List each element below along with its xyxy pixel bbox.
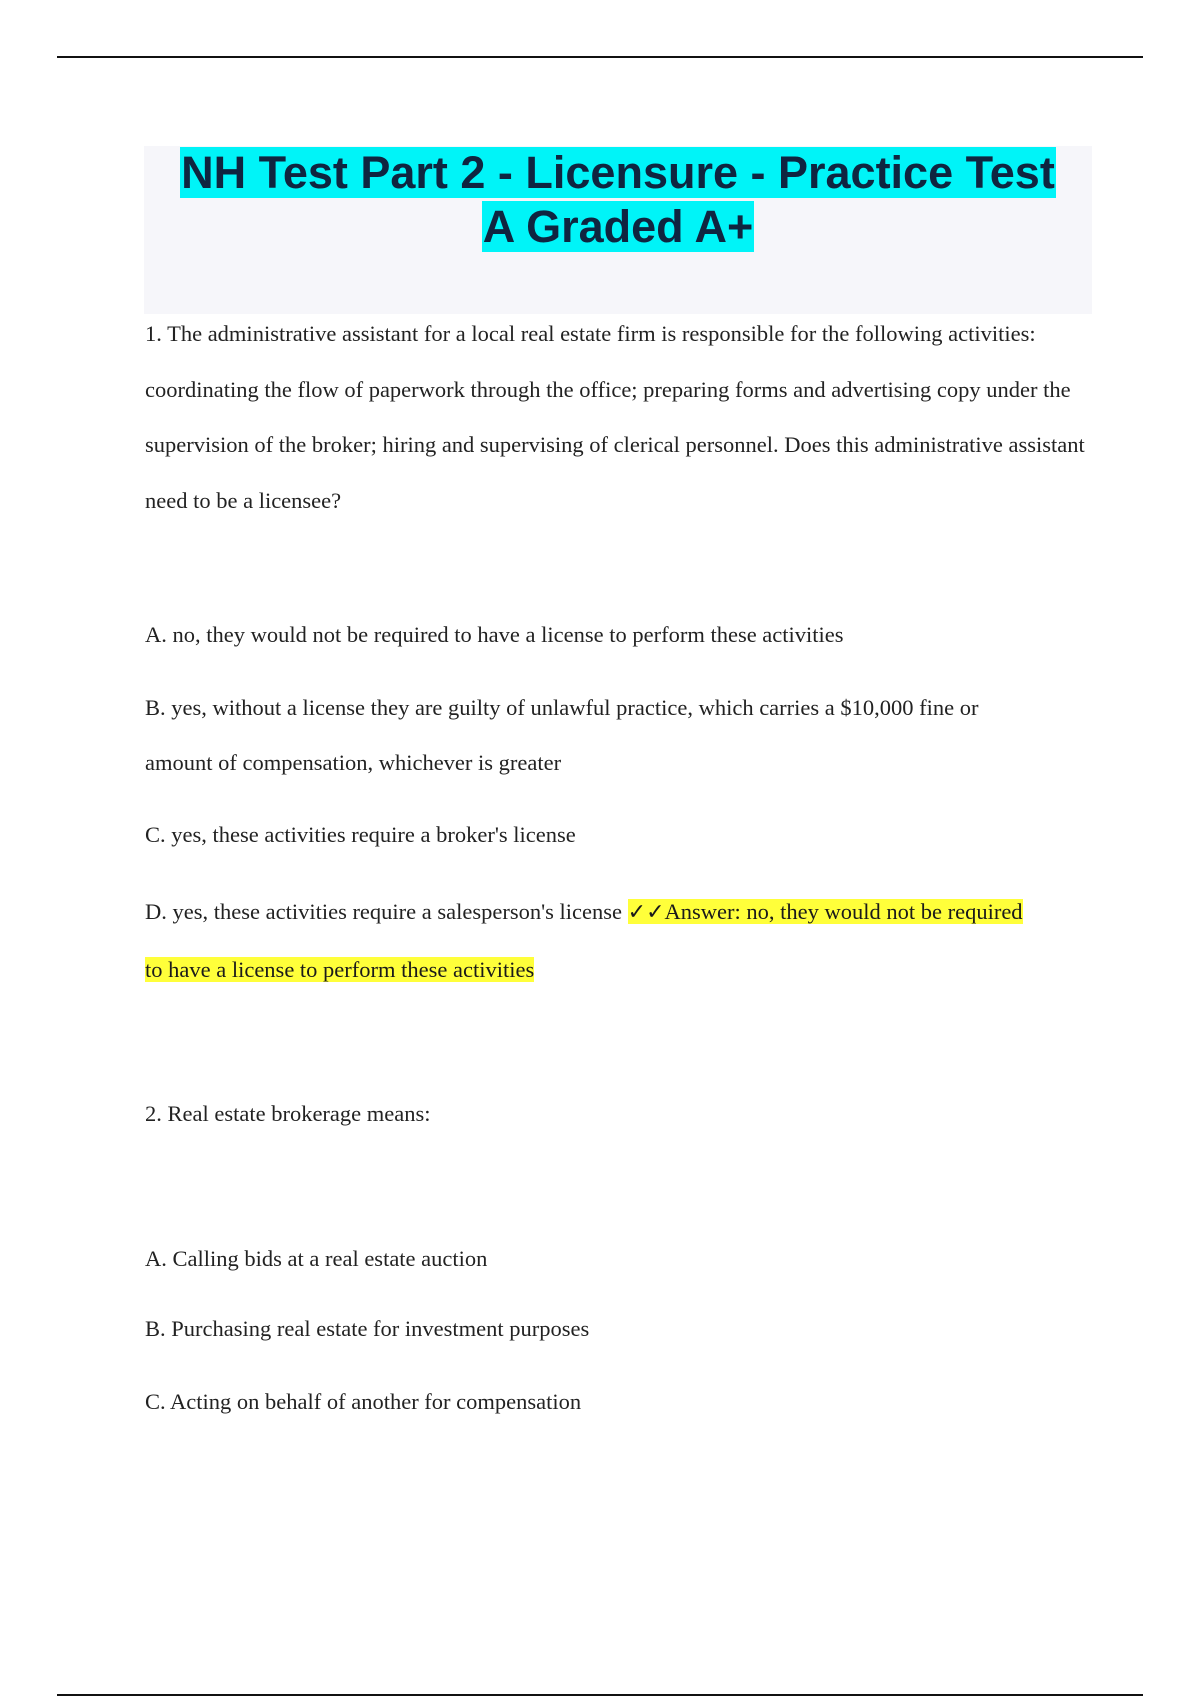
question-1-answer-highlight bbox=[628, 899, 1023, 924]
question-2-option-c: C. Acting on behalf of another for compensation bbox=[145, 1389, 582, 1414]
title-line-2 bbox=[144, 200, 1092, 254]
question-2-option-a: A. Calling bids at a real estate auction bbox=[145, 1246, 488, 1271]
question-1-answer-line1: Answer: no, they would not be required bbox=[664, 899, 1023, 924]
question-1-answer-line2-wrap bbox=[145, 957, 534, 983]
double-check-icon: ✓✓ bbox=[627, 900, 665, 925]
question-1-option-b-line2: amount of compensation, whichever is greater bbox=[145, 750, 562, 775]
top-rule bbox=[57, 56, 1143, 58]
question-1-option-a: A. no, they would not be required to have a license to perform these activities bbox=[145, 622, 844, 647]
title-text-1: NH Test Part 2 - Licensure - Practice Test bbox=[181, 147, 1055, 198]
bottom-rule bbox=[57, 1694, 1143, 1696]
question-1-text: 1. The administrative assistant for a local real estate firm is responsible for the following activities: coordinating the flow of paperwork through the office; preparing forms and advertising copy under the supervision of the broker; hiring and supervising of clerical personnel. Does this administrative assistant need to be a licensee? bbox=[145, 321, 1085, 513]
question-1-option-c: C. yes, these activities require a broker's license bbox=[145, 822, 576, 847]
title-line-1 bbox=[144, 146, 1092, 200]
question-1-option-b-line1: B. yes, without a license they are guilty of unlawful practice, which carries a $10,000 fine or bbox=[145, 695, 979, 720]
title-text-2: A Graded A+ bbox=[482, 201, 754, 252]
question-1-option-d-line bbox=[145, 899, 1023, 925]
question-2-text: 2. Real estate brokerage means: bbox=[145, 1101, 431, 1126]
question-1-answer-line2: to have a license to perform these activities bbox=[145, 957, 535, 982]
question-1-option-d: D. yes, these activities require a salesperson's license bbox=[145, 899, 628, 924]
question-2-option-b: B. Purchasing real estate for investment purposes bbox=[145, 1316, 590, 1341]
title-block bbox=[144, 146, 1092, 314]
